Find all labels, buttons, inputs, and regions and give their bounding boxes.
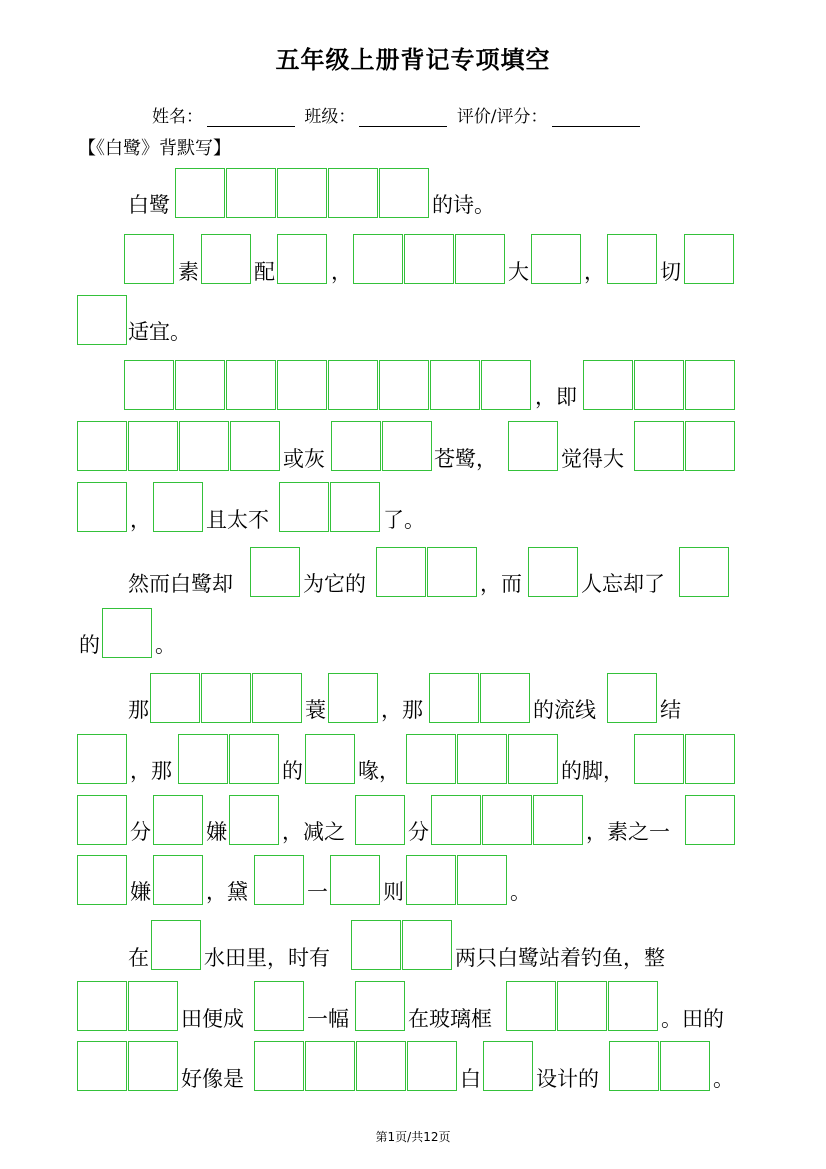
answer-box[interactable] <box>153 855 203 905</box>
text-segment: ，素之一 <box>586 820 670 844</box>
answer-box[interactable] <box>128 1041 178 1091</box>
text-segment: 人忘却了 <box>581 572 665 596</box>
answer-box[interactable] <box>328 360 378 410</box>
text-segment: 的脚， <box>561 759 624 783</box>
answer-box[interactable] <box>608 981 658 1031</box>
answer-box[interactable] <box>328 673 378 723</box>
answer-box[interactable] <box>557 981 607 1031</box>
text-segment: 了。 <box>383 508 425 532</box>
answer-box[interactable] <box>279 482 329 532</box>
score-label: 评价/评分： <box>456 107 548 127</box>
answer-box[interactable] <box>77 482 127 532</box>
answer-box[interactable] <box>77 421 127 471</box>
answer-box[interactable] <box>609 1041 659 1091</box>
class-blank[interactable] <box>359 110 447 127</box>
answer-box[interactable] <box>528 547 578 597</box>
answer-box[interactable] <box>77 855 127 905</box>
answer-box[interactable] <box>685 360 735 410</box>
answer-box[interactable] <box>124 360 174 410</box>
answer-box[interactable] <box>331 421 381 471</box>
answer-box[interactable] <box>226 168 276 218</box>
answer-box[interactable] <box>77 795 127 845</box>
text-segment: 的诗。 <box>432 193 495 217</box>
answer-box[interactable] <box>353 234 403 284</box>
answer-box[interactable] <box>660 1041 710 1091</box>
answer-box[interactable] <box>230 421 280 471</box>
answer-box[interactable] <box>128 981 178 1031</box>
answer-box[interactable] <box>153 482 203 532</box>
answer-box[interactable] <box>427 547 477 597</box>
answer-box[interactable] <box>77 295 127 345</box>
answer-box[interactable] <box>179 421 229 471</box>
answer-box[interactable] <box>201 234 251 284</box>
answer-box[interactable] <box>254 1041 304 1091</box>
answer-box[interactable] <box>376 547 426 597</box>
answer-box[interactable] <box>684 234 734 284</box>
score-blank[interactable] <box>552 110 640 127</box>
answer-box[interactable] <box>201 673 251 723</box>
answer-box[interactable] <box>457 855 507 905</box>
section-title: 【《白鹭》背默写】 <box>78 138 231 159</box>
answer-box[interactable] <box>229 795 279 845</box>
text-segment: 分 <box>408 820 429 844</box>
text-segment: ，即 <box>535 385 577 409</box>
text-segment: 结 <box>660 698 681 722</box>
text-segment: 的 <box>282 759 303 783</box>
text-segment: 田便成 <box>181 1007 244 1031</box>
answer-box[interactable] <box>175 360 225 410</box>
text-segment: ， <box>130 508 151 532</box>
text-segment: 切 <box>660 260 681 284</box>
answer-box[interactable] <box>634 421 684 471</box>
answer-box[interactable] <box>406 734 456 784</box>
answer-box[interactable] <box>607 234 657 284</box>
answer-box[interactable] <box>685 795 735 845</box>
text-segment: 一幅 <box>307 1007 349 1031</box>
text-segment: 的 <box>79 633 100 657</box>
name-blank[interactable] <box>207 110 295 127</box>
answer-box[interactable] <box>355 981 405 1031</box>
answer-box[interactable] <box>150 673 200 723</box>
text-segment: 则 <box>383 880 404 904</box>
answer-box[interactable] <box>483 1041 533 1091</box>
answer-box[interactable] <box>277 234 327 284</box>
answer-box[interactable] <box>252 673 302 723</box>
text-segment: 蓑 <box>305 698 326 722</box>
answer-box[interactable] <box>481 360 531 410</box>
answer-box[interactable] <box>277 360 327 410</box>
text-segment: 分 <box>130 820 151 844</box>
text-segment: 然而白鹭却 <box>128 572 233 596</box>
text-segment: 一 <box>307 880 328 904</box>
name-label: 姓名： <box>152 107 203 127</box>
answer-box[interactable] <box>404 234 454 284</box>
answer-box[interactable] <box>151 920 201 970</box>
text-segment: 在玻璃框 <box>408 1007 492 1031</box>
answer-box[interactable] <box>124 234 174 284</box>
text-segment: 。 <box>510 880 531 904</box>
text-segment: 白 <box>460 1067 481 1091</box>
text-segment: ， <box>584 260 605 284</box>
answer-box[interactable] <box>254 981 304 1031</box>
answer-box[interactable] <box>508 734 558 784</box>
answer-box[interactable] <box>379 168 429 218</box>
answer-box[interactable] <box>330 482 380 532</box>
answer-box[interactable] <box>429 673 479 723</box>
text-segment: 两只白鹭站着钓鱼，整 <box>455 946 665 970</box>
text-segment: 且太不 <box>206 508 269 532</box>
text-segment: 的流线 <box>533 698 596 722</box>
answer-box[interactable] <box>431 795 481 845</box>
answer-box[interactable] <box>406 855 456 905</box>
text-segment: 适宜。 <box>128 320 191 344</box>
text-segment: 觉得大 <box>561 447 624 471</box>
student-info-row <box>152 102 644 127</box>
answer-box[interactable] <box>531 234 581 284</box>
text-segment: ，减之 <box>282 820 345 844</box>
answer-box[interactable] <box>455 234 505 284</box>
class-label: 班级： <box>304 107 356 127</box>
answer-box[interactable] <box>679 547 729 597</box>
text-segment: 喙， <box>358 759 400 783</box>
text-segment: ， <box>331 260 352 284</box>
text-segment: 素 <box>178 260 199 284</box>
text-segment: 为它的 <box>303 572 366 596</box>
text-segment: ，那 <box>130 759 172 783</box>
text-segment: 大 <box>508 260 529 284</box>
answer-box[interactable] <box>583 360 633 410</box>
answer-box[interactable] <box>506 981 556 1031</box>
answer-box[interactable] <box>356 1041 406 1091</box>
text-segment: 或灰 <box>283 447 325 471</box>
answer-box[interactable] <box>277 168 327 218</box>
answer-box[interactable] <box>382 421 432 471</box>
answer-box[interactable] <box>330 855 380 905</box>
answer-box[interactable] <box>351 920 401 970</box>
answer-box[interactable] <box>77 1041 127 1091</box>
answer-box[interactable] <box>77 734 127 784</box>
answer-box[interactable] <box>128 421 178 471</box>
answer-box[interactable] <box>226 360 276 410</box>
text-segment: 。 <box>155 633 176 657</box>
answer-box[interactable] <box>402 920 452 970</box>
answer-box[interactable] <box>634 734 684 784</box>
answer-box[interactable] <box>533 795 583 845</box>
text-segment: 水田里，时有 <box>204 946 330 970</box>
answer-box[interactable] <box>175 168 225 218</box>
answer-box[interactable] <box>178 734 228 784</box>
answer-box[interactable] <box>355 795 405 845</box>
text-segment: 配 <box>254 260 275 284</box>
answer-box[interactable] <box>430 360 480 410</box>
text-segment: 在 <box>128 946 149 970</box>
text-segment: 设计的 <box>536 1067 599 1091</box>
text-segment: 白鹭 <box>128 193 170 217</box>
page-title: 五年级上册背记专项填空 <box>275 46 551 74</box>
text-segment: 好像是 <box>181 1067 244 1091</box>
text-segment: 嫌 <box>206 820 227 844</box>
answer-box[interactable] <box>634 360 684 410</box>
answer-box[interactable] <box>250 547 300 597</box>
answer-box[interactable] <box>379 360 429 410</box>
text-segment: ，而 <box>480 572 522 596</box>
text-segment: ，那 <box>381 698 423 722</box>
answer-box[interactable] <box>457 734 507 784</box>
answer-box[interactable] <box>305 1041 355 1091</box>
text-segment: 。 <box>713 1067 734 1091</box>
text-segment: 。田的 <box>661 1007 724 1031</box>
answer-box[interactable] <box>328 168 378 218</box>
text-segment: 嫌 <box>130 880 151 904</box>
answer-box[interactable] <box>407 1041 457 1091</box>
answer-box[interactable] <box>305 734 355 784</box>
answer-box[interactable] <box>607 673 657 723</box>
answer-box[interactable] <box>480 673 530 723</box>
answer-box[interactable] <box>229 734 279 784</box>
page-footer: 第1页/共12页 <box>375 1130 451 1144</box>
answer-box[interactable] <box>77 981 127 1031</box>
text-segment: 苍鹭， <box>434 447 497 471</box>
answer-box[interactable] <box>254 855 304 905</box>
answer-box[interactable] <box>102 608 152 658</box>
answer-box[interactable] <box>508 421 558 471</box>
answer-box[interactable] <box>482 795 532 845</box>
answer-box[interactable] <box>685 421 735 471</box>
answer-box[interactable] <box>153 795 203 845</box>
text-segment: 那 <box>128 698 149 722</box>
text-segment: ，黛 <box>206 880 248 904</box>
answer-box[interactable] <box>685 734 735 784</box>
